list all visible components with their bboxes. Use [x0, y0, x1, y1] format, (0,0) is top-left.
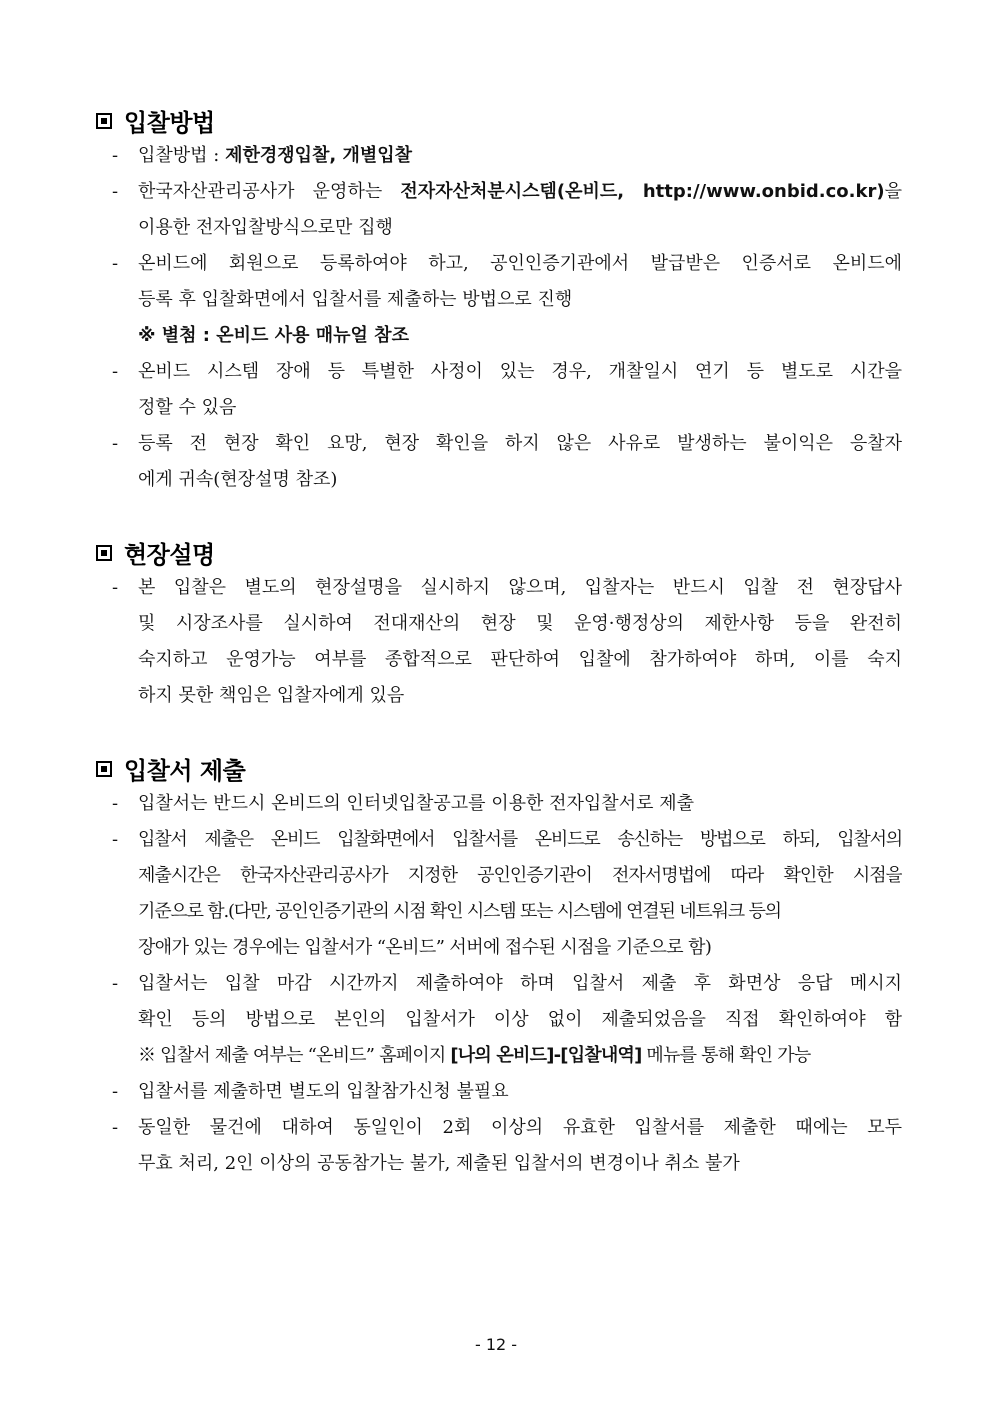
- section-title: 현장설명: [124, 541, 215, 569]
- submission-check-note: ※ 입찰서 제출 여부는 “온비드” 홈페이지 [나의 온비드]-[입찰내역] 메뉴를 통해 확인 가능: [138, 1045, 811, 1066]
- section-heading-site-briefing: [96, 535, 215, 570]
- list-item: - 온비드 시스템 장애 등 특별한 사정이 있는 경우, 개찰일시 연기 등 별도로 시간을: [112, 361, 902, 382]
- list-item-continuation: 및 시장조사를 실시하여 전대재산의 현장 및 운영·행정상의 제한사항 등을 완전히: [138, 613, 902, 634]
- list-item-continuation: 등록 후 입찰화면에서 입찰서를 제출하는 방법으로 진행: [138, 289, 573, 310]
- list-item: - 입찰서를 제출하면 별도의 입찰참가신청 불필요: [112, 1081, 509, 1102]
- list-item-continuation: 확인 등의 방법으로 본인의 입찰서가 이상 없이 제출되었음을 직접 확인하여야 함: [138, 1009, 902, 1030]
- list-item: - 입찰서는 반드시 온비드의 인터넷입찰공고를 이용한 전자입찰서로 제출: [112, 793, 694, 814]
- attachment-note: ※ 별첨 : 온비드 사용 매뉴얼 참조: [138, 325, 409, 346]
- list-item: - 온비드에 회원으로 등록하여야 하고, 공인인증기관에서 발급받은 인증서로 온비드에: [112, 253, 902, 274]
- list-item: - 입찰서 제출은 온비드 입찰화면에서 입찰서를 온비드로 송신하는 방법으로 하되, 입찰서의: [112, 829, 902, 850]
- list-item-continuation: 제출시간은 한국자산관리공사가 지정한 공인인증기관이 전자서명법에 따라 확인한 시점을: [138, 865, 902, 886]
- list-item-continuation: 하지 못한 책임은 입찰자에게 있음: [138, 685, 405, 706]
- section-heading-bid-submission: [96, 751, 245, 786]
- section-title: 입찰서 제출: [124, 757, 246, 785]
- list-item-continuation: 정할 수 있음: [138, 397, 237, 418]
- list-item-continuation: 무효 처리, 2인 이상의 공동참가는 불가, 제출된 입찰서의 변경이나 취소 불가: [138, 1153, 740, 1174]
- list-item-continuation: 장애가 있는 경우에는 입찰서가 “온비드” 서버에 접수된 시점을 기준으로 함): [138, 937, 712, 958]
- list-item-continuation: 이용한 전자입찰방식으로만 집행: [138, 217, 393, 238]
- square-bullet-icon: [96, 761, 112, 777]
- square-bullet-icon: [96, 545, 112, 561]
- list-item-continuation: 기준으로 함.(다만, 공인인증기관의 시점 확인 시스템 또는 시스템에 연결된 네트워크 등의: [138, 901, 781, 922]
- section-title: 입찰방법: [124, 109, 215, 137]
- list-item: - 입찰서는 입찰 마감 시간까지 제출하여야 하며 입찰서 제출 후 화면상 응답 메시지: [112, 973, 902, 994]
- page-number: - 12 -: [474, 1335, 518, 1354]
- list-item: - 본 입찰은 별도의 현장설명을 실시하지 않으며, 입찰자는 반드시 입찰 전 현장답사: [112, 577, 902, 598]
- list-item: - 등록 전 현장 확인 요망, 현장 확인을 하지 않은 사유로 발생하는 불이익은 응찰자: [112, 433, 902, 454]
- section-heading-bidding-method: [96, 103, 215, 138]
- square-bullet-icon: [96, 113, 112, 129]
- list-item-continuation: 에게 귀속(현장설명 참조): [138, 469, 338, 490]
- list-item-continuation: 숙지하고 운영가능 여부를 종합적으로 판단하여 입찰에 참가하여야 하며, 이를 숙지: [138, 649, 902, 670]
- list-item: - 한국자산관리공사가 운영하는 전자자산처분시스템(온비드, http://www.onbid.co.kr)을: [112, 181, 902, 202]
- list-item: - 입찰방법 : 제한경쟁입찰, 개별입찰: [112, 145, 413, 166]
- list-item: - 동일한 물건에 대하여 동일인이 2회 이상의 유효한 입찰서를 제출한 때에는 모두: [112, 1117, 902, 1138]
